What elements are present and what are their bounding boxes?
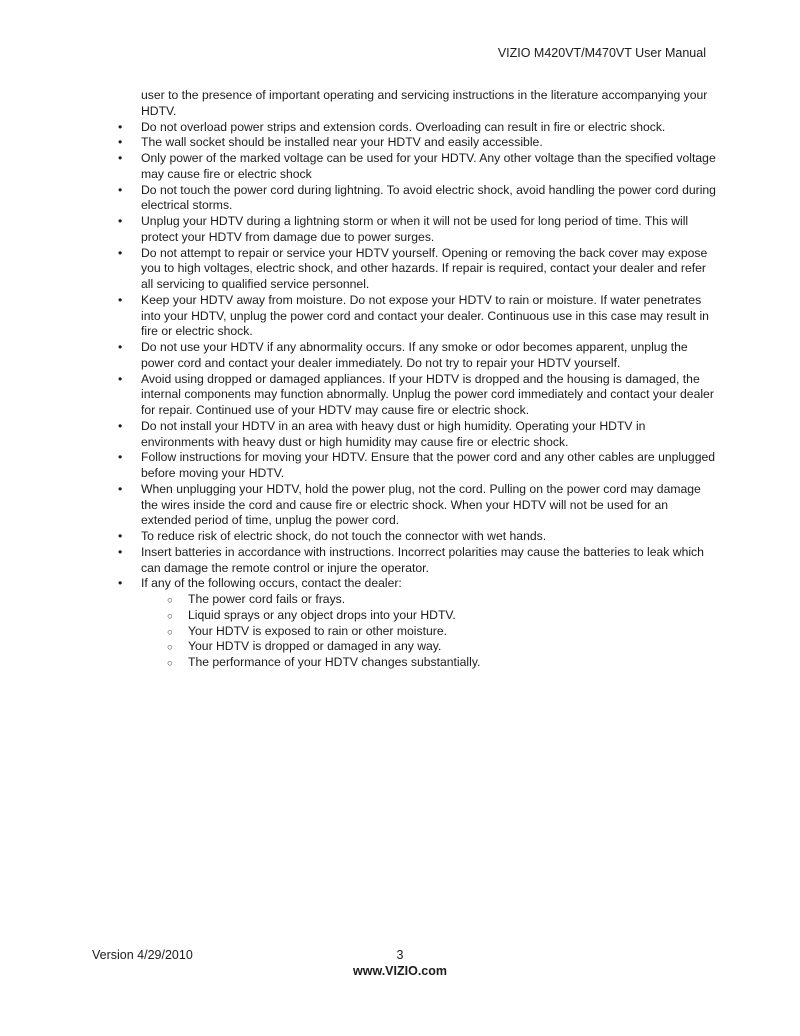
bullet-item: • Follow instructions for moving your HDTV. Ensure that the power cord and any other cables are unplugged before moving your HDTV. [141,450,716,482]
footer-page-number: 3 [396,948,404,962]
page-content [141,88,716,671]
bullet-item: • When unplugging your HDTV, hold the power plug, not the cord. Pulling on the power cord may damage the wires inside the cord and cause fire or electric shock. When your HDTV will not be used for an extended period of time, unplug the power cord. [141,482,716,529]
header-title: VIZIO M420VT/M470VT User Manual [497,46,706,60]
sub-bullet-item: ○ The performance of your HDTV changes substantially. [188,655,716,671]
bullet-item: • To reduce risk of electric shock, do not touch the connector with wet hands. [141,529,716,545]
bullet-item: • Unplug your HDTV during a lightning storm or when it will not be used for long period of time. This will protect your HDTV from damage due to power surges. [141,214,716,246]
bullet-item: • Avoid using dropped or damaged appliances. If your HDTV is dropped and the housing is damaged, the internal components may function abnormally. Unplug the power cord immediately and contact your dealer for repair. Continued use of your HDTV may cause fire or electric shock. [141,372,716,419]
footer-version: Version 4/29/2010 [92,948,193,962]
bullet-item: • Do not overload power strips and extension cords. Overloading can result in fire or electric shock. [141,120,716,136]
safety-bullet-list [141,120,716,593]
bullet-item: • Do not install your HDTV in an area with heavy dust or high humidity. Operating your HDTV in environments with heavy dust or high humidity may cause fire or electric shock. [141,419,716,451]
sub-bullet-item: ○ Your HDTV is dropped or damaged in any way. [188,639,716,655]
sub-bullet-item: ○ Your HDTV is exposed to rain or other moisture. [188,624,716,640]
bullet-item: • Keep your HDTV away from moisture. Do not expose your HDTV to rain or moisture. If water penetrates into your HDTV, unplug the power cord and contact your dealer. Continuous use in this case may result in fire or electric shock. [141,293,716,340]
intro-continuation-text: user to the presence of important operating and servicing instructions in the literature accompanying your HDTV. [141,88,708,118]
bullet-item: • Insert batteries in accordance with instructions. Incorrect polarities may cause the batteries to leak which can damage the remote control or injure the operator. [141,545,716,577]
sub-bullet-item: ○ Liquid sprays or any object drops into your HDTV. [188,608,716,624]
dealer-conditions-list [188,592,716,671]
footer-website: www.VIZIO.com [353,964,447,978]
page-header [0,46,706,62]
bullet-item: • Only power of the marked voltage can be used for your HDTV. Any other voltage than the specified voltage may cause fire or electric shock [141,151,716,183]
bullet-item: • Do not use your HDTV if any abnormality occurs. If any smoke or odor becomes apparent, unplug the power cord and contact your dealer immediately. Do not try to repair your HDTV yourself. [141,340,716,372]
bullet-item: • The wall socket should be installed near your HDTV and easily accessible. [141,135,716,151]
bullet-item: • Do not attempt to repair or service your HDTV yourself. Opening or removing the back cover may expose you to high voltages, electric shock, and other hazards. If repair is required, contact your dealer and refer all servicing to qualified service personnel. [141,246,716,293]
bullet-item: • Do not touch the power cord during lightning. To avoid electric shock, avoid handling the power cord during electrical storms. [141,183,716,215]
bullet-item: • If any of the following occurs, contact the dealer: [141,576,716,592]
sub-bullet-item: ○ The power cord fails or frays. [188,592,716,608]
